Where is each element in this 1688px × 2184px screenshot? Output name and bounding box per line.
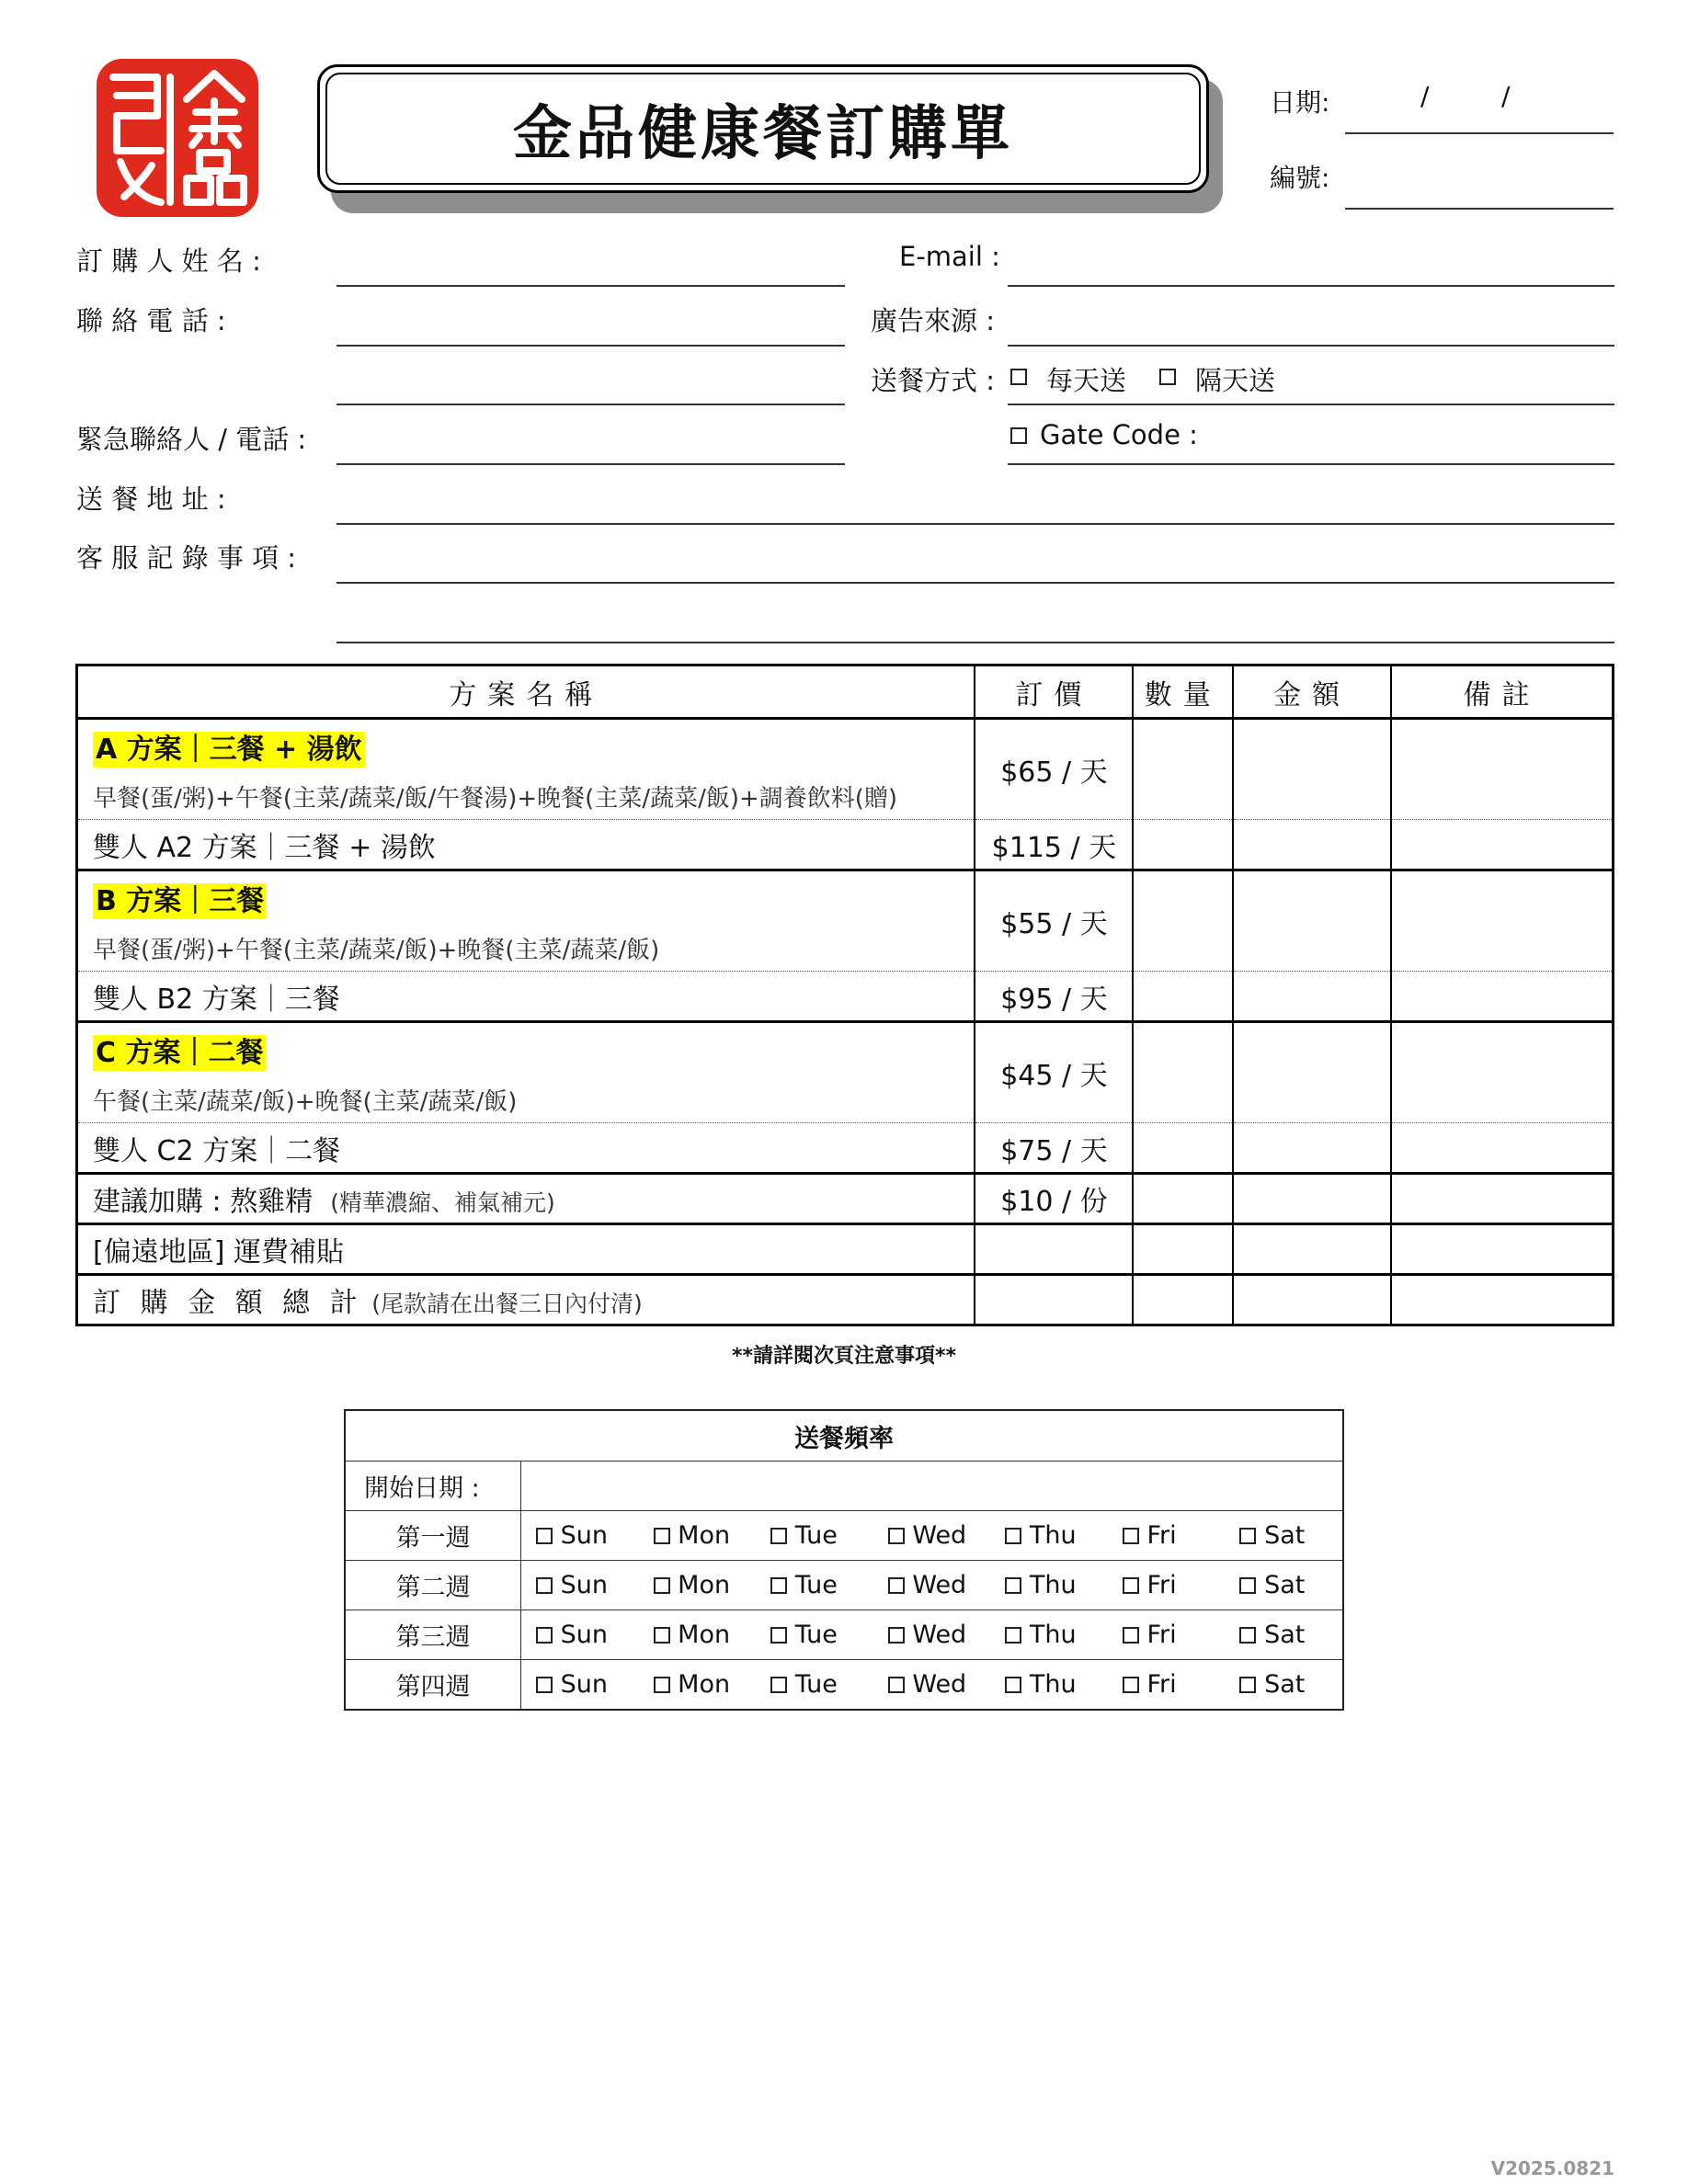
day-option[interactable]: Wed [873,1521,991,1550]
day-option[interactable]: Thu [990,1521,1108,1550]
week-label: 第三週 [345,1610,521,1660]
quantity-cell[interactable] [1133,820,1233,870]
email-field[interactable] [1008,285,1614,287]
email-label: E-mail : [899,241,1000,272]
total-price [975,1275,1133,1325]
day-option[interactable]: Mon [639,1521,757,1550]
plan-price: $95 / 天 [975,972,1133,1022]
shipping-row [77,1224,1614,1275]
amount-cell[interactable] [1233,1022,1391,1123]
week-label: 第四週 [345,1660,521,1711]
total-title: 訂 購 金 額 總 計 [93,1287,363,1319]
week-row [345,1511,1343,1561]
start-date-label: 開始日期 : [345,1462,521,1511]
remarks-cell[interactable] [1391,1123,1614,1174]
amount-cell[interactable] [1233,1224,1391,1275]
date-field[interactable] [1345,132,1614,134]
plan-price: $65 / 天 [975,719,1133,820]
shipping-price [975,1224,1133,1275]
header-amount: 金額 [1233,665,1391,719]
plan-price: $55 / 天 [975,870,1133,972]
plan-row-b2 [77,972,1614,1022]
date-separator: / [1501,81,1511,111]
remarks-cell[interactable] [1391,972,1614,1022]
phone-label: 聯 絡 電 話 : [76,305,226,336]
week-label: 第二週 [345,1561,521,1610]
phone-field-2[interactable] [336,404,845,405]
page-title: 金品健康餐訂購單 [513,99,1013,168]
addon-detail: (精華濃縮、補氣補元) [330,1189,555,1216]
plans-table [75,664,1614,1326]
day-option[interactable]: Mon [639,1571,757,1599]
remarks-cell[interactable] [1391,1275,1614,1325]
address-field[interactable] [336,523,1614,525]
plan-title: 雙人 A2 方案｜三餐 + 湯飲 [77,820,975,870]
amount-cell[interactable] [1233,972,1391,1022]
day-option[interactable]: Mon [639,1670,757,1699]
day-option[interactable]: Sun [521,1621,639,1649]
plan-row-c2 [77,1123,1614,1174]
quantity-cell[interactable] [1133,1174,1233,1224]
amount-cell[interactable] [1233,820,1391,870]
delivery-daily-label: 每天送 [1046,365,1127,396]
amount-cell[interactable] [1233,1123,1391,1174]
day-option[interactable]: Wed [873,1670,991,1699]
number-label: 編號: [1270,163,1330,193]
addon-row [77,1174,1614,1224]
plan-detail: 午餐(主菜/蔬菜/飯)+晚餐(主菜/蔬菜/飯) [93,1087,518,1116]
day-option[interactable]: Sat [1225,1670,1342,1699]
plan-title: A 方案｜三餐 + 湯飲 [93,732,365,768]
emergency-contact-label: 緊急聯絡人 / 電話 : [76,424,307,455]
remarks-cell[interactable] [1391,719,1614,820]
quantity-cell[interactable] [1133,1224,1233,1275]
quantity-cell[interactable] [1133,1123,1233,1174]
delivery-alternate-checkbox[interactable] [1159,369,1176,385]
day-option[interactable]: Wed [873,1621,991,1649]
addon-title: 建議加購 : 熬雞精 [93,1186,314,1218]
remarks-cell[interactable] [1391,1022,1614,1123]
plan-price: $45 / 天 [975,1022,1133,1123]
notice-text: **請詳閱次頁注意事項** [731,1345,957,1368]
day-option[interactable]: Fri [1108,1670,1226,1699]
amount-cell[interactable] [1233,1174,1391,1224]
phone-field[interactable] [336,345,845,347]
service-notes-field-2[interactable] [336,642,1614,643]
day-option[interactable]: Tue [756,1670,873,1699]
quantity-cell[interactable] [1133,972,1233,1022]
day-option[interactable]: Fri [1108,1621,1226,1649]
delivery-alternate-label: 隔天送 [1195,365,1276,396]
gate-code-label: Gate Code : [1040,419,1198,450]
emergency-contact-field[interactable] [336,463,845,465]
brand-logo [97,59,258,217]
plan-detail: 早餐(蛋/粥)+午餐(主菜/蔬菜/飯/午餐湯)+晚餐(主菜/蔬菜/飯)+調養飲料(贈) [93,784,898,813]
plan-title: B 方案｜三餐 [93,883,267,919]
day-option[interactable]: Fri [1108,1521,1226,1550]
logo-seal-icon [97,59,258,217]
date-separator: / [1420,81,1430,111]
name-label: 訂 購 人 姓 名 : [76,245,261,277]
total-row [77,1275,1614,1325]
remarks-cell[interactable] [1391,870,1614,972]
service-notes-field[interactable] [336,582,1614,584]
delivery-method-line [1008,404,1614,405]
amount-cell[interactable] [1233,1275,1391,1325]
amount-cell[interactable] [1233,870,1391,972]
number-field[interactable] [1345,208,1614,210]
ad-source-field[interactable] [1008,345,1614,347]
name-field[interactable] [336,285,845,287]
date-label: 日期: [1270,87,1330,118]
addon-price: $10 / 份 [975,1174,1133,1224]
week-row [345,1561,1343,1610]
version-label: V2025.0821 [1490,2157,1614,2179]
quantity-cell[interactable] [1133,1022,1233,1123]
day-option[interactable]: Tue [756,1571,873,1599]
start-date-field[interactable] [521,1462,1344,1511]
day-option[interactable]: Sat [1225,1571,1342,1599]
day-option[interactable]: Sun [521,1521,639,1550]
frequency-title: 送餐頻率 [345,1410,1343,1462]
day-option[interactable]: Mon [639,1621,757,1649]
day-option[interactable]: Fri [1108,1571,1226,1599]
day-option[interactable]: Thu [990,1571,1108,1599]
remarks-cell[interactable] [1391,1174,1614,1224]
total-detail: (尾款請在出餐三日內付清) [371,1291,643,1317]
header-quantity: 數量 [1133,665,1233,719]
day-option[interactable]: Tue [756,1521,873,1550]
frequency-table [344,1409,1344,1711]
plan-detail: 早餐(蛋/粥)+午餐(主菜/蔬菜/飯)+晚餐(主菜/蔬菜/飯) [93,936,660,964]
ad-source-label: 廣告來源 : [871,305,995,336]
week-row [345,1660,1343,1711]
plan-row-b [77,870,1614,972]
header-plan-name: 方案名稱 [77,665,975,719]
gate-code-checkbox[interactable] [1010,427,1027,444]
day-option[interactable]: Wed [873,1571,991,1599]
delivery-daily-checkbox[interactable] [1010,369,1027,385]
week-row [345,1610,1343,1660]
header-remarks: 備註 [1391,665,1614,719]
plan-price: $115 / 天 [975,820,1133,870]
week-label: 第一週 [345,1511,521,1561]
title-box [317,64,1209,193]
quantity-cell[interactable] [1133,870,1233,972]
day-option[interactable]: Thu [990,1670,1108,1699]
shipping-title: [偏遠地區] 運費補貼 [77,1224,975,1275]
plan-title: 雙人 C2 方案｜二餐 [77,1123,975,1174]
delivery-method-label: 送餐方式 : [871,365,995,396]
amount-cell[interactable] [1233,719,1391,820]
plan-title: C 方案｜二餐 [93,1035,266,1071]
quantity-cell[interactable] [1133,719,1233,820]
address-label: 送 餐 地 址 : [76,483,226,515]
plan-row-c [77,1022,1614,1123]
service-notes-label: 客 服 記 錄 事 項 : [76,542,297,574]
day-option[interactable]: Tue [756,1621,873,1649]
quantity-cell[interactable] [1133,1275,1233,1325]
plan-title: 雙人 B2 方案｜三餐 [77,972,975,1022]
day-option[interactable]: Thu [990,1621,1108,1649]
remarks-cell[interactable] [1391,820,1614,870]
day-option[interactable]: Sun [521,1670,639,1699]
day-option[interactable]: Sat [1225,1521,1342,1550]
plan-row-a2 [77,820,1614,870]
remarks-cell[interactable] [1391,1224,1614,1275]
day-option[interactable]: Sun [521,1571,639,1599]
plan-row-a [77,719,1614,820]
day-option[interactable]: Sat [1225,1621,1342,1649]
header-price: 訂價 [975,665,1133,719]
plan-price: $75 / 天 [975,1123,1133,1174]
gate-code-field[interactable] [1008,463,1614,465]
